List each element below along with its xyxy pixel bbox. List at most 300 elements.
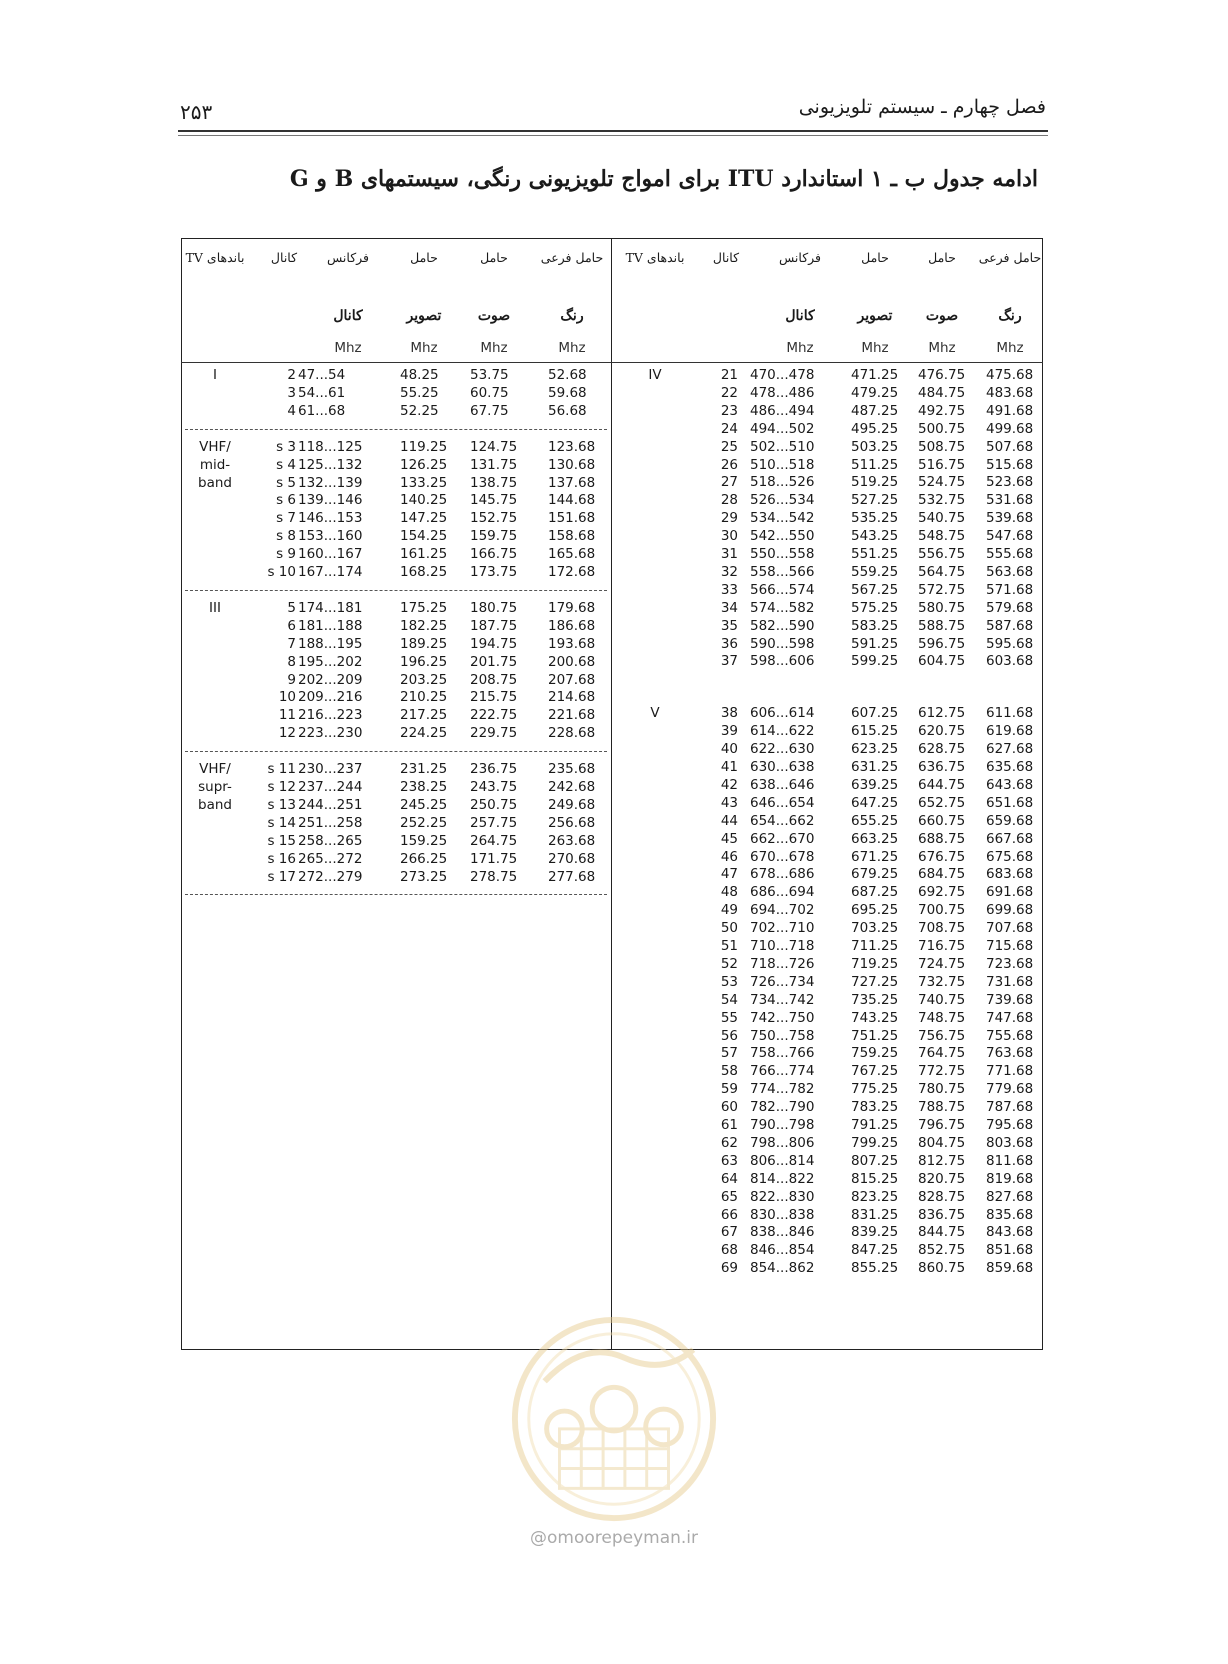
channel-frequency: 646...654 (750, 794, 815, 811)
page-number: ۲۵۳ (180, 100, 213, 124)
channel-frequency: 167...174 (298, 564, 363, 580)
video-carrier: 823.25 (851, 1188, 899, 1205)
audio-carrier: 588.75 (918, 617, 966, 634)
audio-carrier: 652.75 (918, 794, 966, 811)
table-row (0, 865, 1228, 883)
video-carrier: 607.25 (851, 705, 899, 722)
channel-number: 60 (720, 1099, 738, 1116)
channel-number: 34 (720, 599, 738, 616)
audio-carrier: 508.75 (918, 438, 966, 455)
audio-carrier: 250.75 (470, 796, 518, 813)
column-header-color-subcarrier: رنگ (998, 308, 1022, 324)
color-subcarrier: 755.68 (986, 1027, 1034, 1044)
column-header-color-subcarrier: حامل فرعی (540, 250, 604, 265)
channel-number: 55 (720, 1009, 738, 1026)
table-row (0, 812, 1228, 830)
table-row (0, 740, 1228, 758)
channel-frequency: 188...195 (298, 635, 363, 652)
color-subcarrier: 228.68 (548, 725, 596, 742)
video-carrier: 695.25 (851, 902, 899, 919)
audio-carrier: 700.75 (918, 902, 966, 919)
channel-frequency: 838...846 (750, 1224, 815, 1241)
column-header-audio-carrier: حامل (480, 250, 508, 265)
channel-number: 61 (720, 1117, 738, 1133)
video-carrier: 182.25 (400, 617, 448, 634)
table-row (0, 420, 1228, 438)
channel-number: 53 (720, 973, 738, 990)
color-subcarrier: 186.68 (548, 617, 596, 634)
color-subcarrier: 691.68 (986, 884, 1034, 901)
band-label: V (650, 705, 660, 722)
audio-carrier: 67.75 (470, 402, 509, 419)
channel-frequency: 694...702 (750, 902, 815, 919)
channel-number: 57 (720, 1045, 738, 1062)
table-row (0, 1188, 1228, 1206)
color-subcarrier: 151.68 (548, 510, 596, 527)
column-header-frequency: Mhz (786, 340, 814, 356)
audio-carrier: 676.75 (918, 848, 966, 865)
color-subcarrier: 843.68 (986, 1224, 1034, 1241)
audio-carrier: 264.75 (470, 832, 518, 849)
channel-number: 41 (720, 759, 738, 775)
audio-carrier: 194.75 (470, 635, 518, 652)
audio-carrier: 173.75 (470, 564, 518, 580)
channel-frequency: 478...486 (750, 384, 815, 401)
table-row (0, 1170, 1228, 1188)
channel-frequency: 160...167 (298, 546, 363, 563)
column-header-video-carrier: تصویر (857, 308, 893, 324)
channel-number: s 5 (276, 474, 296, 491)
audio-carrier: 748.75 (918, 1009, 966, 1026)
audio-carrier: 660.75 (918, 812, 966, 829)
video-carrier: 48.25 (400, 367, 439, 383)
channel-frequency: 510...518 (750, 456, 815, 473)
column-header-color-subcarrier: حامل فرعی (978, 250, 1042, 265)
audio-carrier: 257.75 (470, 814, 518, 831)
audio-carrier: 516.75 (918, 456, 966, 473)
channel-frequency: 550...558 (750, 546, 815, 562)
table-row (0, 758, 1228, 776)
channel-number: 56 (720, 1027, 738, 1044)
column-header-frequency: Mhz (334, 340, 362, 356)
channel-number: s 13 (267, 796, 296, 813)
video-carrier: 126.25 (400, 456, 448, 473)
column-header-frequency: فرکانس (326, 250, 370, 265)
color-subcarrier: 731.68 (986, 973, 1034, 990)
video-carrier: 471.25 (851, 367, 899, 383)
video-carrier: 511.25 (851, 456, 899, 473)
color-subcarrier: 221.68 (548, 707, 596, 724)
column-header-frequency: کانال (785, 308, 815, 324)
color-subcarrier: 651.68 (986, 794, 1034, 811)
channel-number: 5 (287, 599, 296, 616)
video-carrier: 159.25 (400, 832, 448, 849)
channel-number: 30 (720, 528, 738, 545)
channel-number: 54 (720, 991, 738, 1008)
channel-frequency: 244...251 (298, 796, 363, 813)
audio-carrier: 171.75 (470, 850, 518, 867)
audio-carrier: 772.75 (918, 1063, 966, 1080)
audio-carrier: 860.75 (918, 1260, 966, 1277)
color-subcarrier: 539.68 (986, 510, 1034, 527)
video-carrier: 687.25 (851, 884, 899, 901)
color-subcarrier: 242.68 (548, 779, 596, 795)
channel-number: 59 (720, 1081, 738, 1098)
channel-frequency: 566...574 (750, 581, 815, 598)
channel-number: 40 (720, 741, 738, 758)
column-header-audio-carrier: Mhz (928, 340, 956, 356)
audio-carrier: 124.75 (470, 438, 518, 455)
channel-frequency: 854...862 (750, 1260, 815, 1277)
audio-carrier: 844.75 (918, 1224, 966, 1241)
table-row (0, 545, 1228, 563)
video-carrier: 567.25 (851, 581, 899, 598)
audio-carrier: 796.75 (918, 1117, 966, 1133)
audio-carrier: 596.75 (918, 635, 966, 652)
table-row (0, 1027, 1228, 1045)
video-carrier: 479.25 (851, 384, 899, 401)
channel-frequency: 258...265 (298, 832, 363, 849)
audio-carrier: 716.75 (918, 938, 966, 954)
video-carrier: 743.25 (851, 1009, 899, 1026)
audio-carrier: 201.75 (470, 653, 518, 670)
column-header-video-carrier: حامل (410, 250, 438, 265)
video-carrier: 245.25 (400, 796, 448, 813)
audio-carrier: 724.75 (918, 955, 966, 972)
video-carrier: 855.25 (851, 1260, 899, 1277)
table-row (0, 527, 1228, 545)
table-row (0, 1259, 1228, 1277)
color-subcarrier: 795.68 (986, 1117, 1034, 1133)
video-carrier: 791.25 (851, 1117, 899, 1133)
channel-frequency: 181...188 (298, 617, 363, 634)
channel-frequency: 710...718 (750, 938, 815, 954)
table-row (0, 581, 1228, 599)
channel-frequency: 494...502 (750, 420, 815, 437)
channel-frequency: 118...125 (298, 438, 363, 455)
table-row (0, 848, 1228, 866)
color-subcarrier: 531.68 (986, 492, 1034, 509)
channel-frequency: 830...838 (750, 1206, 815, 1223)
video-carrier: 711.25 (851, 938, 899, 954)
color-subcarrier: 827.68 (986, 1188, 1034, 1205)
channel-frequency: 502...510 (750, 438, 815, 455)
audio-carrier: 524.75 (918, 474, 966, 491)
channel-frequency: 654...662 (750, 812, 815, 829)
audio-carrier: 812.75 (918, 1152, 966, 1169)
channel-frequency: 153...160 (298, 528, 363, 545)
color-subcarrier: 723.68 (986, 955, 1034, 972)
table-row (0, 384, 1228, 402)
audio-carrier: 604.75 (918, 653, 966, 670)
audio-carrier: 278.75 (470, 868, 518, 885)
channel-number: 66 (720, 1206, 738, 1223)
channel-number: 32 (720, 563, 738, 580)
video-carrier: 799.25 (851, 1134, 899, 1151)
channel-frequency: 146...153 (298, 510, 363, 527)
audio-carrier: 804.75 (918, 1134, 966, 1151)
video-carrier: 679.25 (851, 866, 899, 883)
table-row (0, 1134, 1228, 1152)
color-subcarrier: 515.68 (986, 456, 1034, 473)
channel-number: 52 (720, 955, 738, 972)
table-row (0, 652, 1228, 670)
audio-carrier: 692.75 (918, 884, 966, 901)
channel-number: 44 (720, 812, 738, 829)
table-row (0, 883, 1228, 901)
table-row (0, 402, 1228, 420)
color-subcarrier: 747.68 (986, 1009, 1034, 1026)
table-row (0, 1098, 1228, 1116)
audio-carrier: 60.75 (470, 384, 509, 401)
channel-number: 51 (720, 938, 738, 954)
color-subcarrier: 803.68 (986, 1134, 1034, 1151)
color-subcarrier: 130.68 (548, 456, 596, 473)
channel-frequency: 734...742 (750, 991, 815, 1008)
color-subcarrier: 683.68 (986, 866, 1034, 883)
video-carrier: 503.25 (851, 438, 899, 455)
channel-number: 42 (720, 776, 738, 793)
channel-frequency: 686...694 (750, 884, 815, 901)
table-row (0, 955, 1228, 973)
channel-number: 48 (720, 884, 738, 901)
table-row (0, 919, 1228, 937)
audio-carrier: 229.75 (470, 725, 518, 742)
channel-frequency: 614...622 (750, 723, 815, 740)
channel-number: 67 (720, 1224, 738, 1241)
table-row (0, 438, 1228, 456)
video-carrier: 751.25 (851, 1027, 899, 1044)
channel-frequency: 237...244 (298, 779, 363, 795)
video-carrier: 559.25 (851, 563, 899, 580)
audio-carrier: 572.75 (918, 581, 966, 598)
color-subcarrier: 200.68 (548, 653, 596, 670)
audio-carrier: 152.75 (470, 510, 518, 527)
channel-frequency: 582...590 (750, 617, 815, 634)
video-carrier: 252.25 (400, 814, 448, 831)
channel-frequency: 774...782 (750, 1081, 815, 1098)
audio-carrier: 215.75 (470, 689, 518, 706)
channel-frequency: 209...216 (298, 689, 363, 706)
channel-number: s 9 (276, 546, 296, 563)
channel-number: 38 (720, 705, 738, 722)
video-carrier: 519.25 (851, 474, 899, 491)
color-subcarrier: 587.68 (986, 617, 1034, 634)
video-carrier: 767.25 (851, 1063, 899, 1080)
video-carrier: 647.25 (851, 794, 899, 811)
audio-carrier: 476.75 (918, 367, 966, 383)
channel-frequency: 718...726 (750, 955, 815, 972)
channel-frequency: 606...614 (750, 705, 815, 722)
color-subcarrier: 787.68 (986, 1099, 1034, 1116)
video-carrier: 175.25 (400, 599, 448, 616)
audio-carrier: 836.75 (918, 1206, 966, 1223)
column-header-color-subcarrier: رنگ (560, 308, 584, 324)
channel-number: s 4 (276, 456, 296, 473)
color-subcarrier: 507.68 (986, 438, 1034, 455)
channel-frequency: 798...806 (750, 1134, 815, 1151)
channel-frequency: 223...230 (298, 725, 363, 742)
video-carrier: 52.25 (400, 402, 439, 419)
band-label: VHF/ mid- band (198, 438, 232, 491)
audio-carrier: 187.75 (470, 617, 518, 634)
channel-frequency: 750...758 (750, 1027, 815, 1044)
column-header-video-carrier: حامل (861, 250, 889, 265)
channel-number: 64 (720, 1170, 738, 1187)
channel-frequency: 638...646 (750, 776, 815, 793)
audio-carrier: 788.75 (918, 1099, 966, 1116)
column-header-channel: کانال (712, 250, 740, 265)
channel-frequency: 230...237 (298, 761, 363, 778)
table-row (0, 901, 1228, 919)
audio-carrier: 708.75 (918, 920, 966, 937)
band-label: VHF/ supr- band (198, 761, 232, 814)
column-header-frequency: فرکانس (778, 250, 822, 265)
table-row (0, 991, 1228, 1009)
table-row (0, 937, 1228, 955)
channel-number: 12 (278, 725, 296, 742)
audio-carrier: 732.75 (918, 973, 966, 990)
channel-number: 26 (720, 456, 738, 473)
audio-carrier: 764.75 (918, 1045, 966, 1062)
audio-carrier: 131.75 (470, 456, 518, 473)
video-carrier: 591.25 (851, 635, 899, 652)
table-row (0, 1080, 1228, 1098)
channel-frequency: 534...542 (750, 510, 815, 527)
color-subcarrier: 619.68 (986, 723, 1034, 740)
column-header-band: باندهای TV (185, 250, 245, 265)
watermark-url: @omoorepeyman.ir (529, 1528, 699, 1548)
audio-carrier: 620.75 (918, 723, 966, 740)
video-carrier: 535.25 (851, 510, 899, 527)
column-header-video-carrier: Mhz (861, 340, 889, 356)
audio-carrier: 556.75 (918, 546, 966, 562)
column-header-audio-carrier: صوت (477, 308, 511, 324)
column-header-channel: کانال (270, 250, 298, 265)
color-subcarrier: 859.68 (986, 1260, 1034, 1277)
video-carrier: 623.25 (851, 741, 899, 758)
video-carrier: 543.25 (851, 528, 899, 545)
table-row (0, 722, 1228, 740)
color-subcarrier: 523.68 (986, 474, 1034, 491)
audio-carrier: 208.75 (470, 671, 518, 688)
color-subcarrier: 277.68 (548, 868, 596, 885)
channel-number: 33 (720, 581, 738, 598)
color-subcarrier: 144.68 (548, 492, 596, 509)
video-carrier: 631.25 (851, 759, 899, 775)
color-subcarrier: 659.68 (986, 812, 1034, 829)
color-subcarrier: 475.68 (986, 367, 1034, 383)
video-carrier: 839.25 (851, 1224, 899, 1241)
audio-carrier: 53.75 (470, 367, 509, 383)
audio-carrier: 540.75 (918, 510, 966, 527)
video-carrier: 217.25 (400, 707, 448, 724)
color-subcarrier: 249.68 (548, 796, 596, 813)
channel-frequency: 202...209 (298, 671, 363, 688)
channel-frequency: 574...582 (750, 599, 815, 616)
channel-number: 24 (720, 420, 738, 437)
color-subcarrier: 193.68 (548, 635, 596, 652)
color-subcarrier: 819.68 (986, 1170, 1034, 1187)
color-subcarrier: 835.68 (986, 1206, 1034, 1223)
channel-number: 69 (720, 1260, 738, 1277)
audio-carrier: 222.75 (470, 707, 518, 724)
color-subcarrier: 214.68 (548, 689, 596, 706)
channel-frequency: 814...822 (750, 1170, 815, 1187)
audio-carrier: 236.75 (470, 761, 518, 778)
color-subcarrier: 263.68 (548, 832, 596, 849)
channel-number: 65 (720, 1188, 738, 1205)
channel-frequency: 790...798 (750, 1117, 815, 1133)
color-subcarrier: 165.68 (548, 546, 596, 563)
color-subcarrier: 59.68 (548, 384, 587, 401)
band-label: IV (648, 367, 662, 383)
audio-carrier: 828.75 (918, 1188, 966, 1205)
channel-number: s 16 (267, 850, 296, 867)
table-title: ادامه جدول ب ـ ۱ استاندارد ITU برای امواج تلویزیونی رنگی، سیستمهای B و G (289, 166, 1038, 192)
video-carrier: 140.25 (400, 492, 448, 509)
video-carrier: 119.25 (400, 438, 448, 455)
video-carrier: 735.25 (851, 991, 899, 1008)
table-row (0, 1116, 1228, 1134)
video-carrier: 154.25 (400, 528, 448, 545)
header-rule (611, 362, 1043, 363)
channel-number: 22 (720, 384, 738, 401)
color-subcarrier: 207.68 (548, 671, 596, 688)
channel-number: 23 (720, 402, 738, 419)
video-carrier: 273.25 (400, 868, 448, 885)
color-subcarrier: 643.68 (986, 776, 1034, 793)
table-row (0, 973, 1228, 991)
channel-frequency: 195...202 (298, 653, 363, 670)
table-row (0, 635, 1228, 653)
channel-number: 3 (287, 384, 296, 401)
table-row (0, 1152, 1228, 1170)
video-carrier: 639.25 (851, 776, 899, 793)
channel-frequency: 47...54 (298, 367, 346, 383)
audio-carrier: 159.75 (470, 528, 518, 545)
channel-frequency: 558...566 (750, 563, 815, 580)
running-head (178, 92, 1050, 132)
channel-frequency: 486...494 (750, 402, 815, 419)
table-row (0, 704, 1228, 722)
color-subcarrier: 595.68 (986, 635, 1034, 652)
video-carrier: 831.25 (851, 1206, 899, 1223)
channel-number: 58 (720, 1063, 738, 1080)
audio-carrier: 636.75 (918, 759, 966, 775)
channel-number: s 15 (267, 832, 296, 849)
video-carrier: 189.25 (400, 635, 448, 652)
channel-frequency: 726...734 (750, 973, 815, 990)
video-carrier: 671.25 (851, 848, 899, 865)
video-carrier: 203.25 (400, 671, 448, 688)
channel-frequency: 670...678 (750, 848, 815, 865)
channel-number: 62 (720, 1134, 738, 1151)
channel-frequency: 590...598 (750, 635, 815, 652)
channel-number: 50 (720, 920, 738, 937)
table-row (0, 1241, 1228, 1259)
watermark-seal (505, 1310, 723, 1528)
video-carrier: 147.25 (400, 510, 448, 527)
video-carrier: 599.25 (851, 653, 899, 670)
channel-frequency: 132...139 (298, 474, 363, 491)
channel-frequency: 758...766 (750, 1045, 815, 1062)
channel-frequency: 265...272 (298, 850, 363, 867)
color-subcarrier: 172.68 (548, 564, 596, 580)
channel-number: 25 (720, 438, 738, 455)
color-subcarrier: 52.68 (548, 367, 587, 383)
column-header-audio-carrier: حامل (928, 250, 956, 265)
